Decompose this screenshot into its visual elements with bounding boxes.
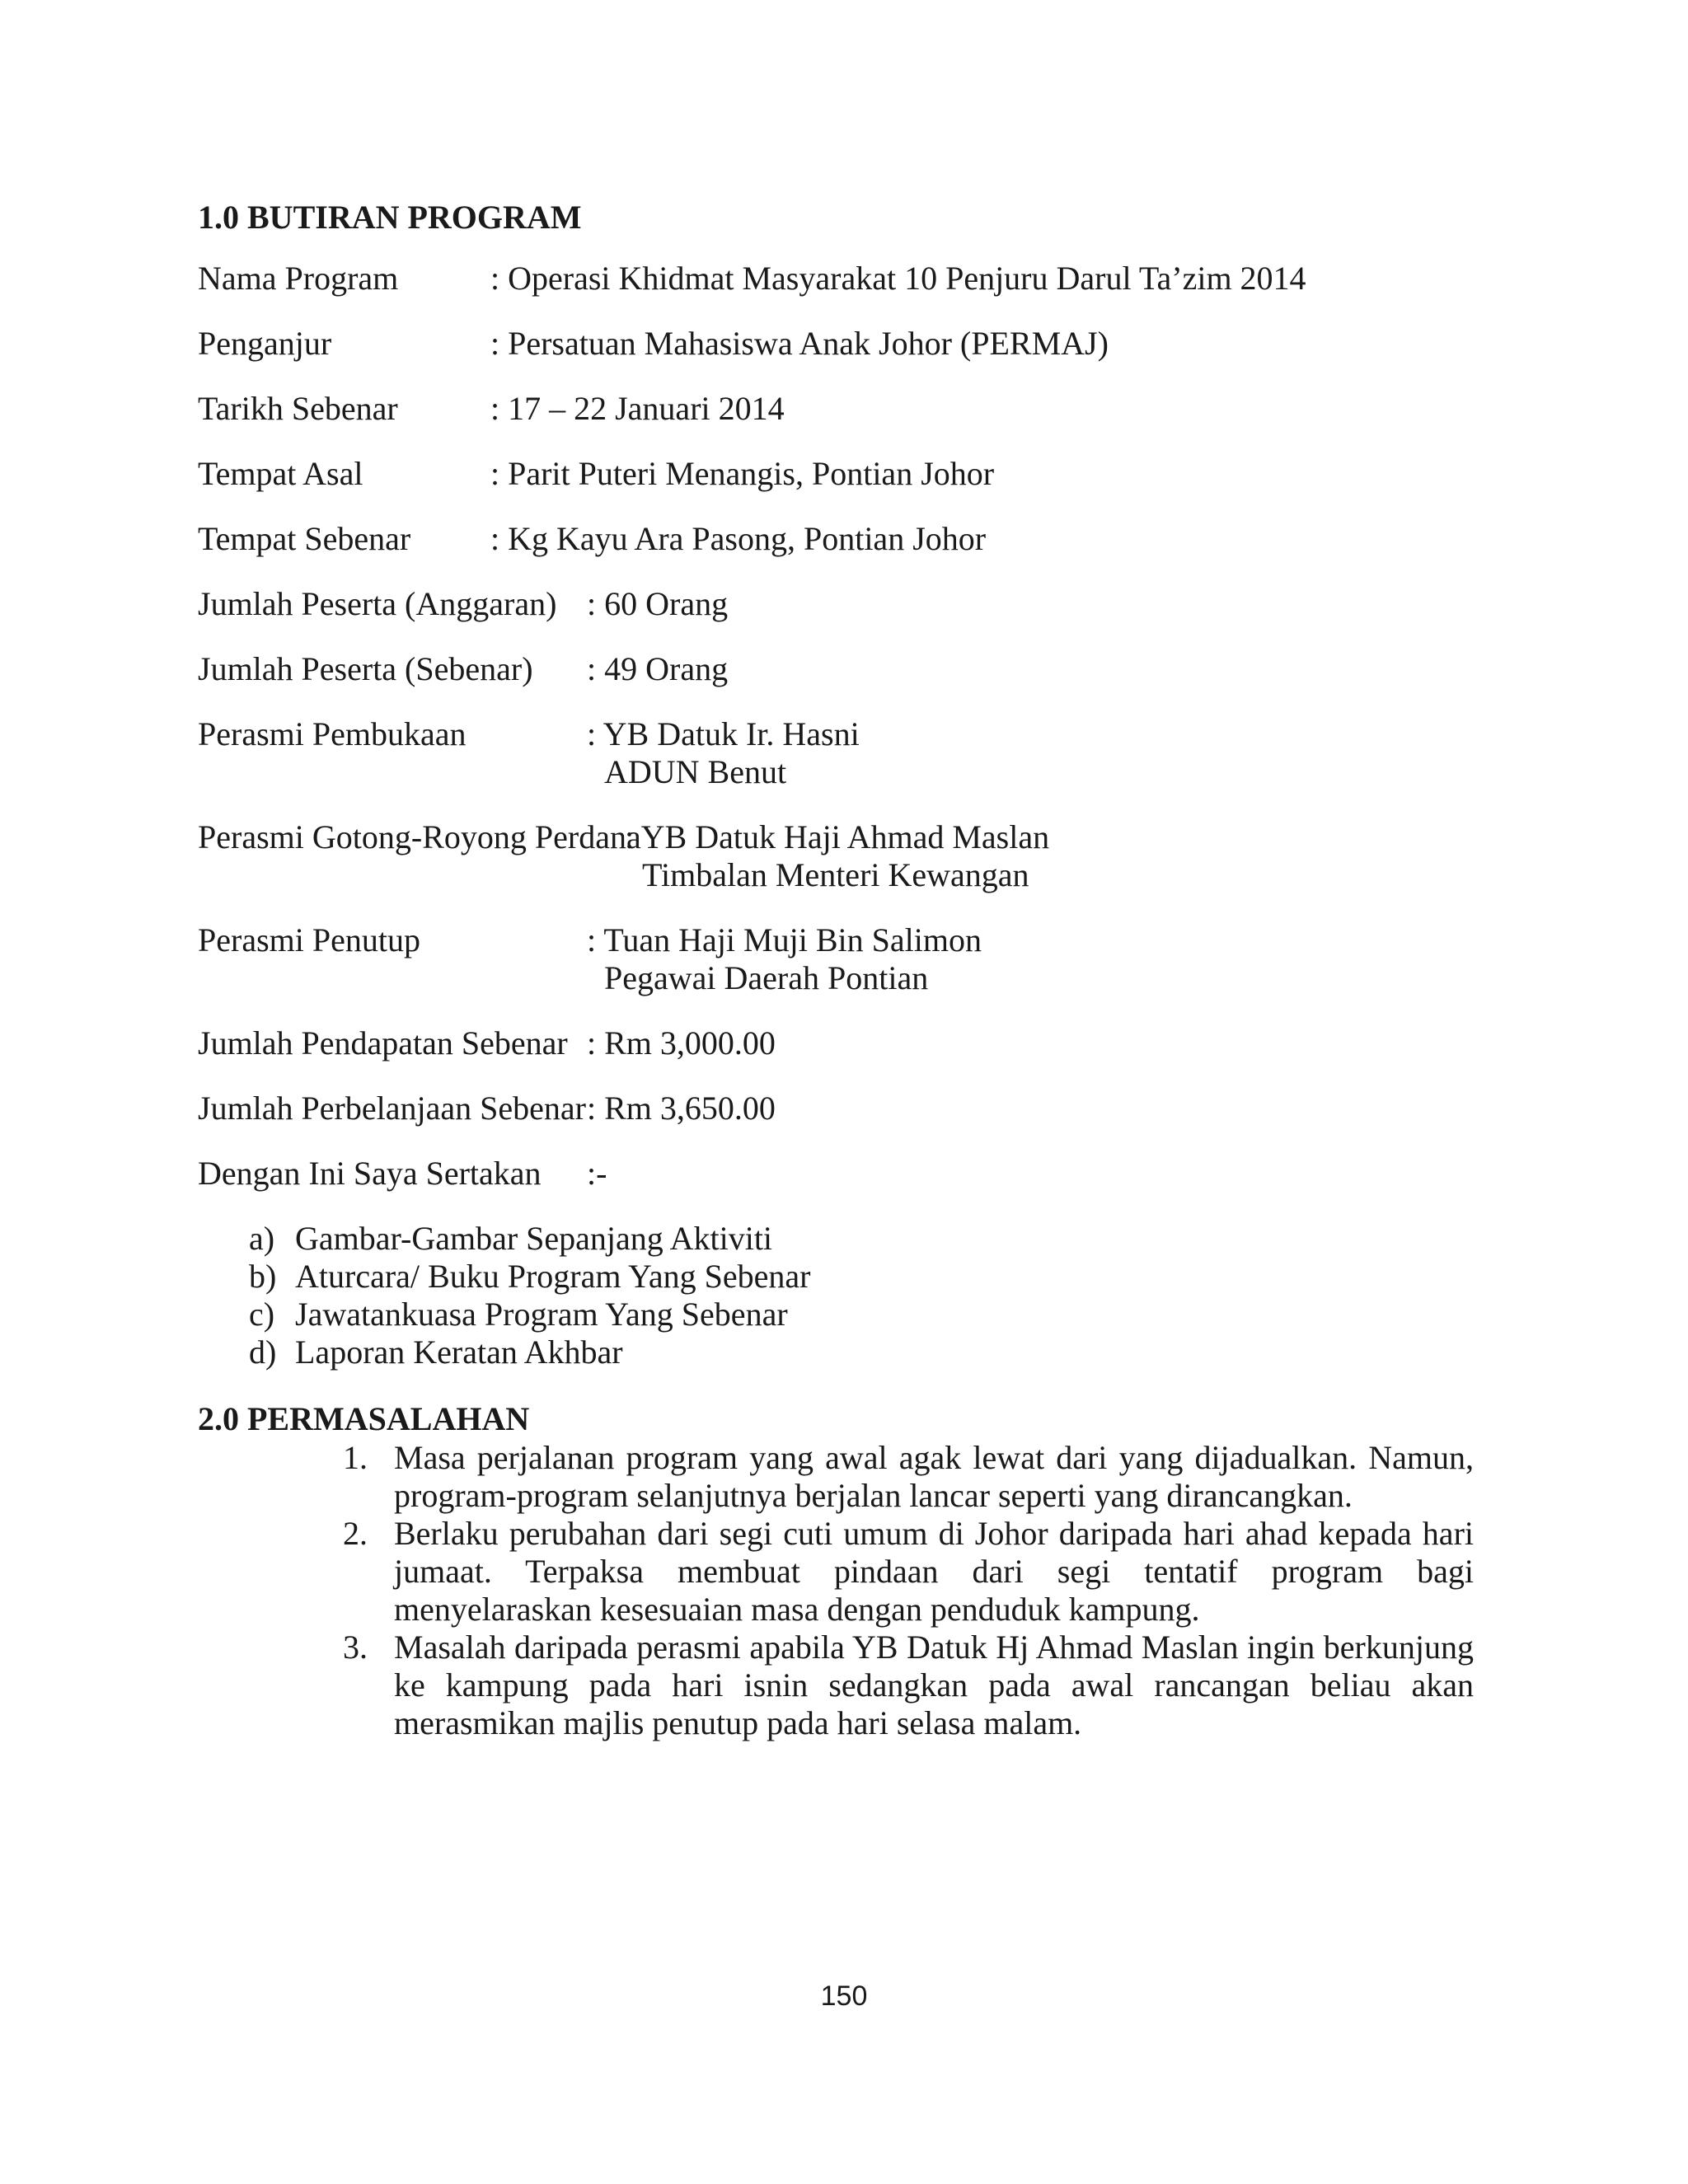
detail-label: Tempat Sebenar	[198, 520, 411, 557]
detail-value: : Rm 3,000.00	[587, 1024, 776, 1062]
list-marker: 2.	[343, 1515, 368, 1552]
list-item	[249, 1333, 810, 1371]
detail-value: :-	[587, 1155, 607, 1192]
list-item	[249, 1296, 810, 1333]
detail-label: Penganjur	[198, 325, 332, 362]
detail-value: : Tuan Haji Muji Bin Salimon	[587, 921, 982, 958]
page-number: 150	[820, 1980, 868, 2012]
list-item	[249, 1220, 810, 1258]
list-marker: 1.	[343, 1439, 368, 1476]
list-item-text: Gambar-Gambar Sepanjang Aktiviti	[295, 1220, 773, 1257]
section-heading-butiran-program: 1.0 BUTIRAN PROGRAM	[198, 199, 582, 236]
list-item-text: Laporan Keratan Akhbar	[295, 1333, 623, 1371]
detail-value: : 60 Orang	[587, 585, 729, 622]
detail-value: : Operasi Khidmat Masyarakat 10 Penjuru Darul Ta’zim 2014	[490, 260, 1306, 297]
detail-label: Jumlah Peserta (Anggaran)	[198, 585, 557, 622]
list-item	[340, 1629, 1474, 1742]
list-marker: c)	[249, 1296, 275, 1333]
list-item-text: Masa perjalanan program yang awal agak lewat dari yang dijadualkan. Namun, program-program selanjutnya berjalan lancar seperti yang dirancangkan.	[394, 1439, 1474, 1514]
detail-value: : YB Datuk Ir. Hasni	[587, 715, 860, 752]
detail-label: Tempat Asal	[198, 455, 363, 492]
list-marker: d)	[249, 1333, 277, 1371]
list-item	[340, 1515, 1474, 1629]
detail-value: : Kg Kayu Ara Pasong, Pontian Johor	[490, 520, 987, 557]
detail-value: : Parit Puteri Menangis, Pontian Johor	[490, 455, 995, 492]
detail-value: : Rm 3,650.00	[587, 1090, 776, 1127]
detail-label: Perasmi Gotong-Royong Perdana	[198, 818, 641, 855]
list-marker: a)	[249, 1220, 275, 1257]
detail-value: : 17 – 22 Januari 2014	[490, 390, 785, 427]
list-marker: b)	[249, 1258, 277, 1295]
detail-label: Nama Program	[198, 260, 399, 297]
list-item-text: Masalah daripada perasmi apabila YB Datuk Hj Ahmad Maslan ingin berkunjung ke kampung pada hari isnin sedangkan pada awal rancangan beliau akan merasmikan majlis penutup pada hari selasa malam.	[394, 1629, 1474, 1741]
attachment-list	[249, 1220, 810, 1371]
detail-value-block	[625, 818, 1049, 894]
detail-value: : Persatuan Mahasiswa Anak Johor (PERMAJ)	[490, 325, 1109, 362]
list-item-text: Berlaku perubahan dari segi cuti umum di Johor daripada hari ahad kepada hari jumaat. Terpaksa membuat pindaan dari segi tentatif program bagi menyelaraskan kesesuaian masa dengan penduduk kampung.	[394, 1515, 1474, 1628]
detail-value-continued: Pegawai Daerah Pontian	[604, 959, 929, 996]
detail-label: Perasmi Penutup	[198, 921, 420, 958]
detail-value: : 49 Orang	[587, 650, 729, 687]
list-item	[249, 1258, 810, 1296]
section-heading-permasalahan: 2.0 PERMASALAHAN	[198, 1400, 530, 1437]
detail-label: Jumlah Pendapatan Sebenar	[198, 1024, 568, 1062]
list-item-text: Aturcara/ Buku Program Yang Sebenar	[295, 1258, 811, 1295]
list-item	[340, 1439, 1474, 1515]
detail-label: Tarikh Sebenar	[198, 390, 398, 427]
detail-value-block	[587, 715, 860, 791]
detail-label: Jumlah Peserta (Sebenar)	[198, 650, 533, 687]
issues-list	[340, 1439, 1474, 1742]
list-marker: 3.	[343, 1629, 368, 1666]
list-item-text: Jawatankuasa Program Yang Sebenar	[295, 1296, 788, 1333]
detail-value-continued: ADUN Benut	[604, 753, 787, 790]
detail-value-block	[587, 921, 982, 997]
detail-label: Perasmi Pembukaan	[198, 715, 467, 752]
detail-label: Jumlah Perbelanjaan Sebenar	[198, 1090, 586, 1127]
detail-label: Dengan Ini Saya Sertakan	[198, 1155, 542, 1192]
detail-value-continued: Timbalan Menteri Kewangan	[642, 856, 1029, 893]
detail-value: : YB Datuk Haji Ahmad Maslan	[625, 818, 1050, 855]
